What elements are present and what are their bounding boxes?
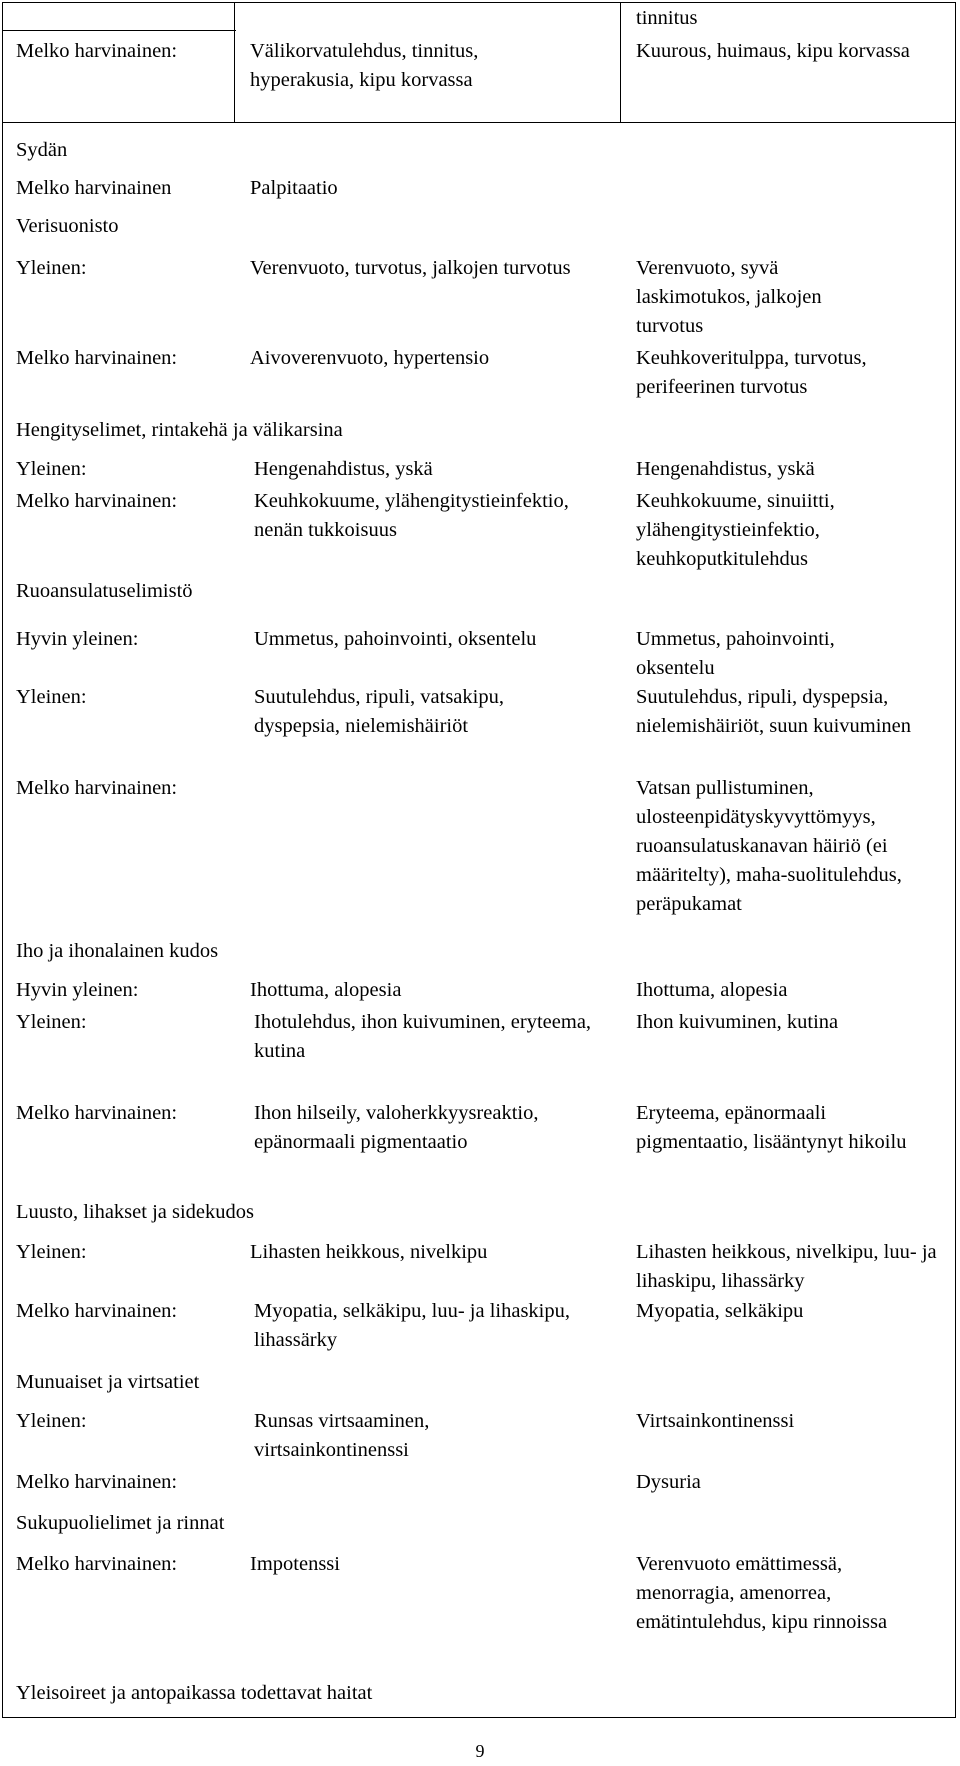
row-divider [2,122,956,123]
section-heading: Yleisoireet ja antopaikassa todettavat haitat [16,1682,373,1704]
section-heading: Munuaiset ja virtsatiet [16,1371,200,1393]
table-cell: Dysuria [636,1471,701,1493]
table-cell: Eryteema, epänormaali pigmentaatio, lisääntynyt hikoilu [636,1102,907,1153]
table-cell: Ummetus, pahoinvointi, oksentelu [636,628,835,679]
section-heading: Sukupuolielimet ja rinnat [16,1512,225,1534]
table-cell: Runsas virtsaaminen, virtsainkontinenssi [254,1410,430,1461]
table-cell: Välikorvatulehdus, tinnitus, hyperakusia, kipu korvassa [250,40,479,91]
row-divider [2,30,236,31]
table-cell: Hengenahdistus, yskä [636,458,815,480]
table-cell: Aivoverenvuoto, hypertensio [250,347,490,369]
frequency-label: Yleinen: [16,257,87,279]
section-heading: Sydän [16,139,68,161]
frequency-label: Melko harvinainen: [16,777,178,799]
table-cell: Virtsainkontinenssi [636,1410,795,1432]
table-cell: Ihottuma, alopesia [636,979,788,1001]
table-cell: Myopatia, selkäkipu, luu- ja lihaskipu, lihassärky [254,1300,570,1351]
table-cell: Hengenahdistus, yskä [254,458,433,480]
frequency-label: Melko harvinainen: [16,1553,178,1575]
frequency-label: Hyvin yleinen: [16,628,139,650]
frequency-label: Yleinen: [16,1241,87,1263]
table-cell: Ummetus, pahoinvointi, oksentelu [254,628,537,650]
table-cell: Ihotulehdus, ihon kuivuminen, eryteema, kutina [254,1011,592,1062]
section-heading: Luusto, lihakset ja sidekudos [16,1201,255,1223]
table-cell: Impotenssi [250,1553,340,1575]
table-cell: Keuhkokuume, sinuiitti, ylähengitystieinfektio, keuhkoputkitulehdus [636,490,835,570]
table-cell: Suutulehdus, ripuli, dyspepsia, nielemishäiriöt, suun kuivuminen [636,686,912,737]
table-cell: Verenvuoto, syvä laskimotukos, jalkojen turvotus [636,257,822,337]
table-cell: Keuhkokuume, ylähengitystieinfektio, nenän tukkoisuus [254,490,569,541]
table-cell: Suutulehdus, ripuli, vatsakipu, dyspepsia, nielemishäiriöt [254,686,504,737]
frequency-label: Melko harvinainen: [16,490,178,512]
frequency-label: Melko harvinainen: [16,1471,178,1493]
table-cell: Ihottuma, alopesia [250,979,402,1001]
table-cell: Verenvuoto, turvotus, jalkojen turvotus [250,257,571,279]
frequency-label: Melko harvinainen: [16,347,178,369]
table-cell: Ihon kuivuminen, kutina [636,1011,839,1033]
table-cell: Kuurous, huimaus, kipu korvassa [636,40,910,62]
frequency-label: Melko harvinainen: [16,1102,178,1124]
frequency-label: Melko harvinainen: [16,1300,178,1322]
frequency-label: Yleinen: [16,458,87,480]
table-cell: tinnitus [636,7,698,29]
section-heading: Ruoansulatuselimistö [16,580,193,602]
frequency-label: Hyvin yleinen: [16,979,139,1001]
page-number: 9 [475,1741,485,1761]
table-cell: Ihon hilseily, valoherkkyysreaktio, epänormaali pigmentaatio [254,1102,539,1153]
table-cell: Keuhkoveritulppa, turvotus, perifeerinen turvotus [636,347,867,398]
table-cell: Lihasten heikkous, nivelkipu, luu- ja lihaskipu, lihassärky [636,1241,937,1292]
frequency-label: Yleinen: [16,1011,87,1033]
frequency-label: Yleinen: [16,686,87,708]
frequency-label: Yleinen: [16,1410,87,1432]
column-divider [620,2,621,122]
table-cell: Vatsan pullistuminen, ulosteenpidätyskyvyttömyys, ruoansulatuskanavan häiriö (ei määritelty), maha-suolitulehdus, peräpukamat [636,777,902,915]
frequency-label: Melko harvinainen: [16,40,178,62]
section-heading: Iho ja ihonalainen kudos [16,940,219,962]
section-heading: Verisuonisto [16,215,119,237]
table-cell: Palpitaatio [250,177,338,199]
table-cell: Verenvuoto emättimessä, menorragia, amenorrea, emätintulehdus, kipu rinnoissa [636,1553,888,1633]
section-heading: Hengityselimet, rintakehä ja välikarsina [16,419,343,441]
frequency-label: Melko harvinainen [16,177,172,199]
table-cell: Lihasten heikkous, nivelkipu [250,1241,488,1263]
table-cell: Myopatia, selkäkipu [636,1300,804,1322]
